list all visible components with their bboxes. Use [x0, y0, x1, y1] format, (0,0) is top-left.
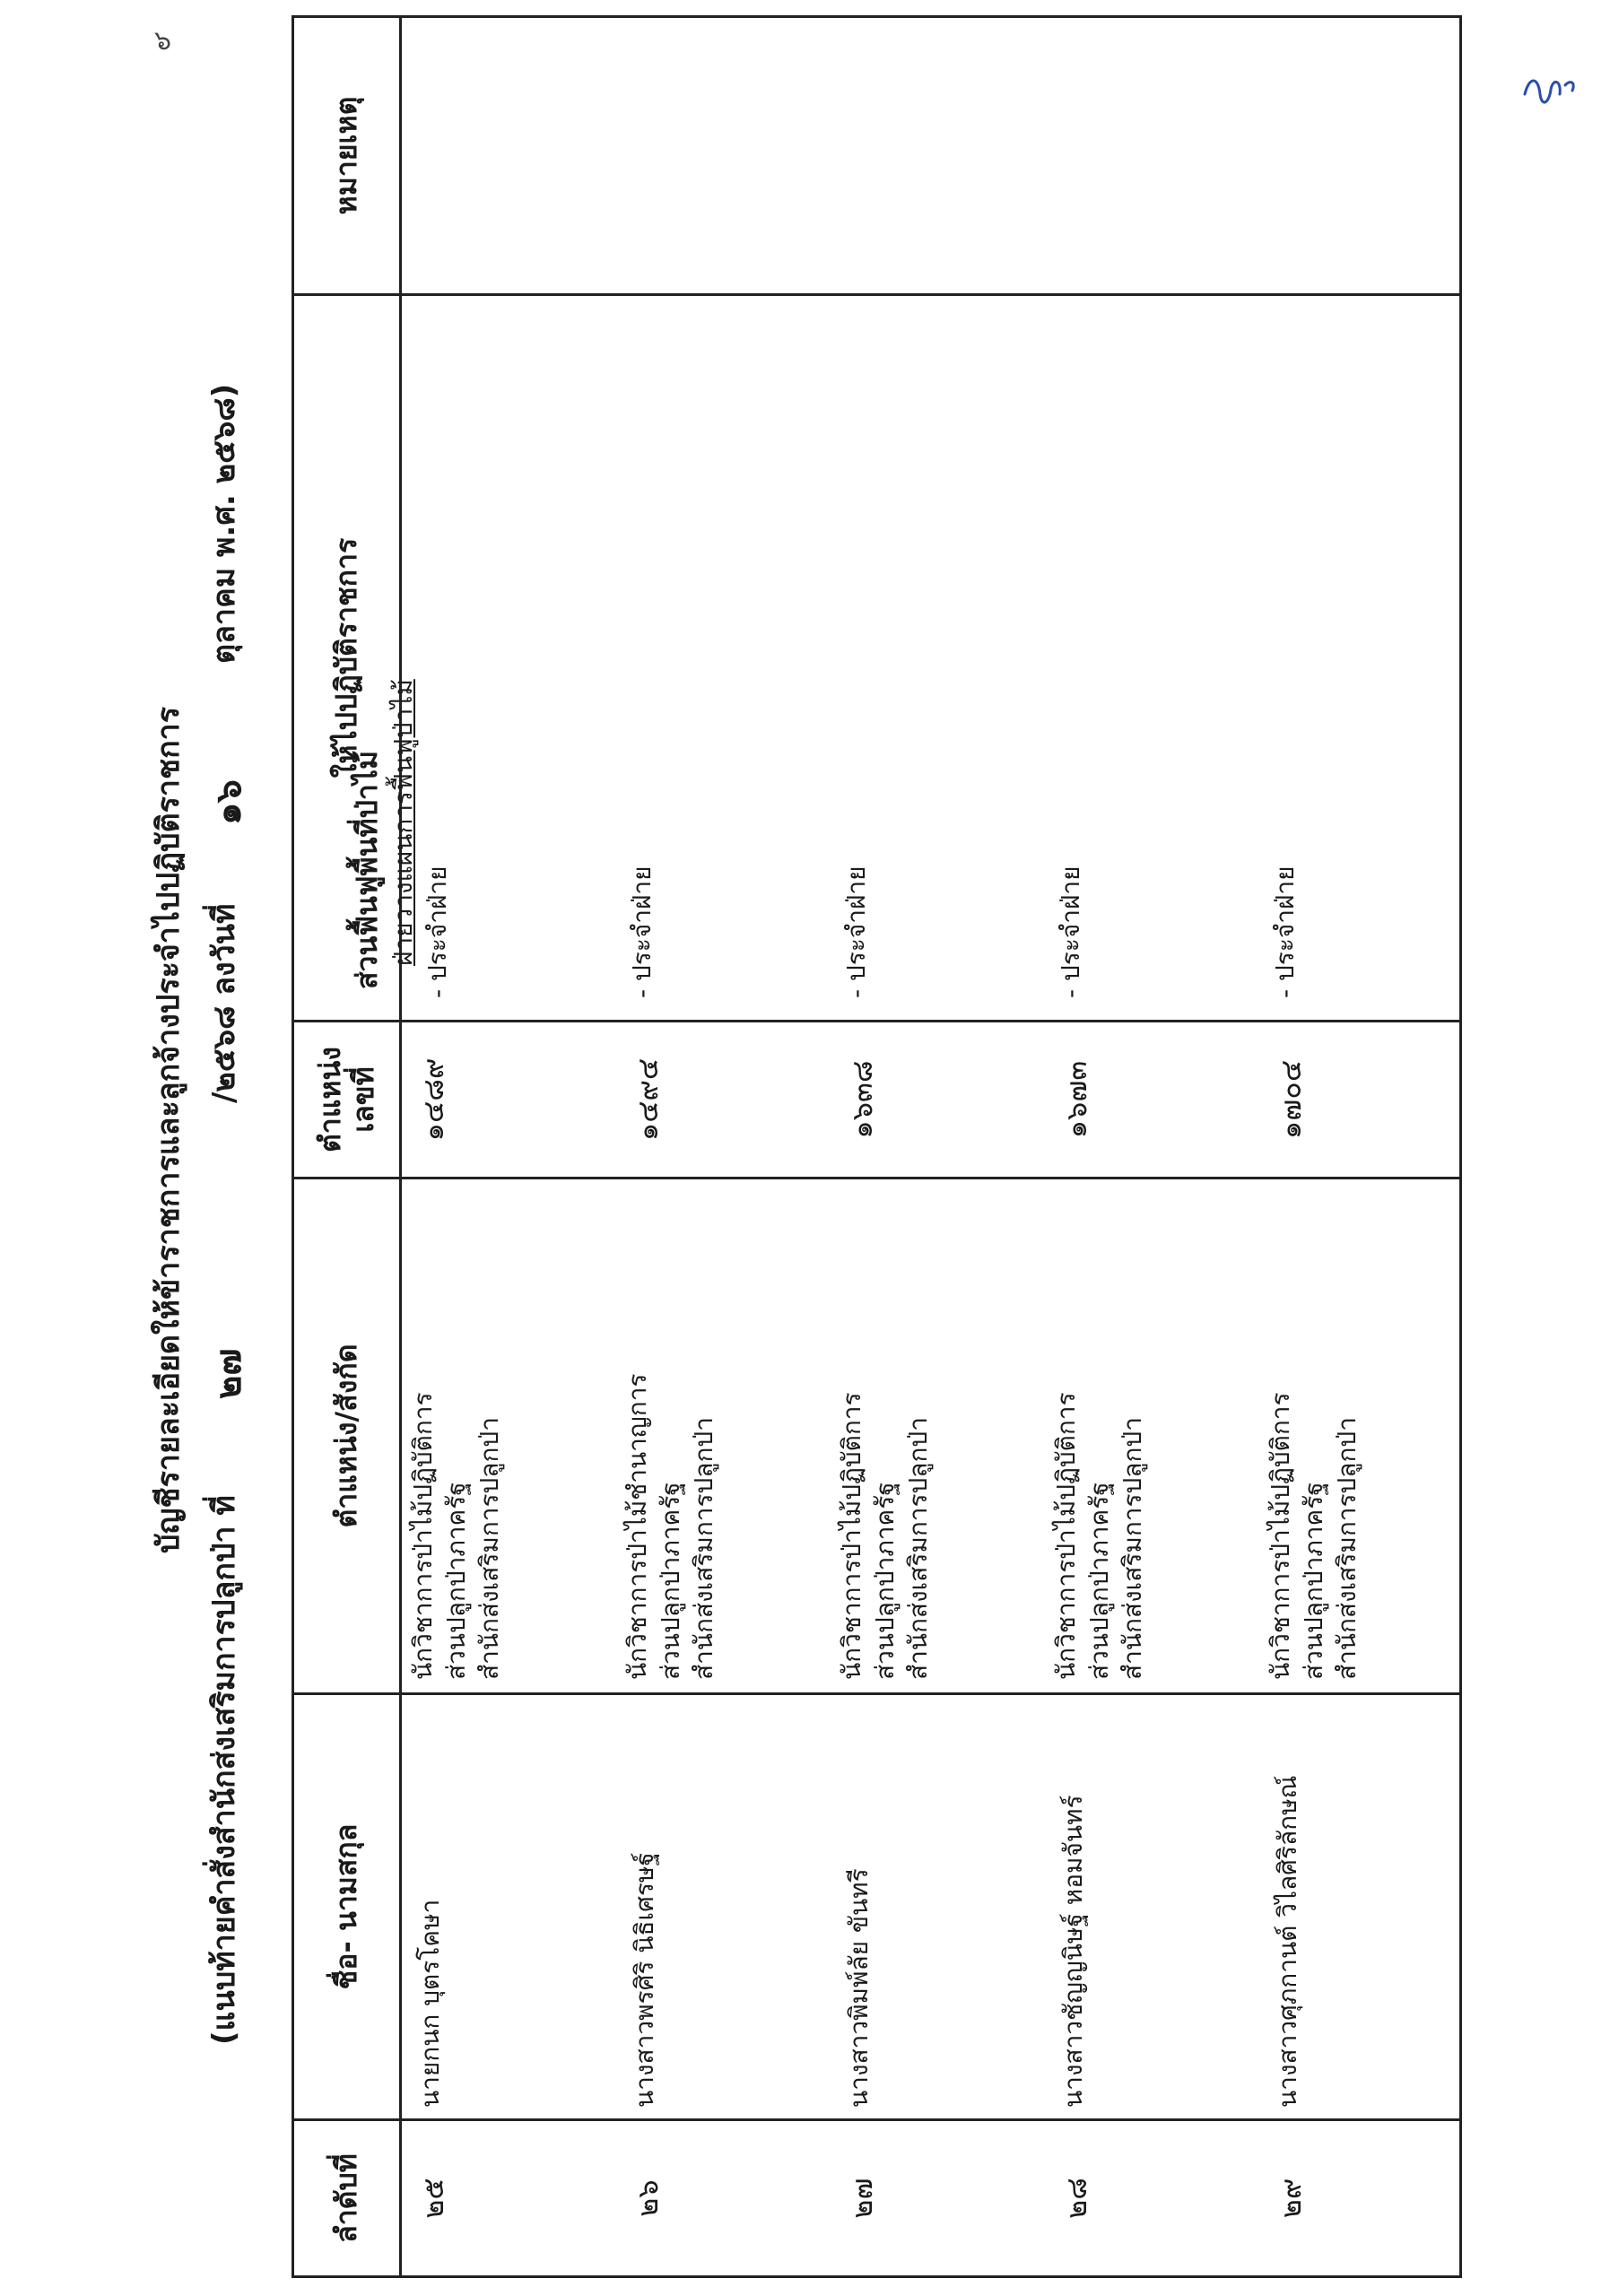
row-assignment: [616, 295, 831, 1022]
position-section: ส่วนปลูกป่าภาครัฐ: [655, 1482, 685, 1680]
table-row: [401, 17, 617, 2277]
assignment-table: [292, 15, 1462, 2278]
order-number: ๒๗: [208, 1348, 249, 1399]
division-subunit: ฝ่ายวางแผนการฟื้นฟูป่าไม้: [388, 679, 419, 966]
position-section: ส่วนปลูกป่าภาครัฐ: [440, 1482, 471, 1680]
position-section: ส่วนปลูกป่าภาครัฐ: [1298, 1482, 1328, 1680]
position-title: นักวิชาการป่าไม้ปฏิบัติการ: [1266, 1392, 1295, 1680]
order-year-text: /๒๕๖๘ ลงวันที่: [206, 903, 242, 1103]
position-office: สำนักส่งเสริมการปลูกป่า: [902, 1417, 933, 1680]
table-row: [1045, 17, 1259, 2277]
row-remark: [1259, 17, 1461, 295]
row-position: [1045, 1178, 1259, 1694]
row-assignment: [350, 295, 617, 1022]
row-assignment: [1045, 295, 1259, 1022]
position-section: ส่วนปลูกป่าภาครัฐ: [869, 1482, 900, 1680]
header-position: ตำแหน่ง/สังกัด: [293, 1178, 401, 1694]
row-position: [401, 1178, 617, 1694]
header-position-no: ตำแหน่ง เลขที่: [293, 1022, 401, 1178]
row-name: นางสาวพรศิริ นิธิเศรษฐ์: [616, 1694, 831, 2120]
table-row: [616, 17, 831, 2277]
position-office: สำนักส่งเสริมการปลูกป่า: [474, 1417, 504, 1680]
assignment-text: - ประจำฝ่าย: [1056, 865, 1085, 998]
handwritten-initials: [1520, 67, 1583, 112]
header-assignment: ให้ไปปฏิบัติราชการ: [293, 295, 401, 1022]
row-name: นางสาวชัญญนิษฐ์ หอมจันทร์: [1045, 1694, 1259, 2120]
row-position: [831, 1178, 1045, 1694]
row-name: นางสาวศุภกานต์ วิไลศิริลักษณ์: [1259, 1694, 1461, 2120]
document-title: บัญชีรายละเอียดให้ข้าราชการและลูกจ้างประจำไปปฏิบัติราชการ: [151, 706, 187, 1554]
row-position-no: ๑๗๐๔: [1259, 1022, 1461, 1178]
row-remark: [831, 17, 1045, 295]
position-title: นักวิชาการป่าไม้ปฏิบัติการ: [408, 1392, 438, 1680]
row-position-no: ๑๖๓๘: [831, 1022, 1045, 1178]
order-month-year: ตุลาคม พ.ศ. ๒๕๖๘): [206, 383, 242, 664]
position-office: สำนักส่งเสริมการปลูกป่า: [688, 1417, 718, 1680]
row-position: [1259, 1178, 1461, 1694]
position-title: นักวิชาการป่าไม้ปฏิบัติการ: [1051, 1392, 1081, 1680]
position-office: สำนักส่งเสริมการปลูกป่า: [1331, 1417, 1362, 1680]
row-position-no: ๑๔๘๙: [401, 1022, 617, 1178]
division-title: ส่วนฟื้นฟูพื้นที่ป่าไม้: [350, 750, 384, 989]
row-name: นางสาวพิมพ์ลัย ขันทรี: [831, 1694, 1045, 2120]
table-row: [831, 17, 1045, 2277]
row-position-no: ๑๔๙๔: [616, 1022, 831, 1178]
row-assignment: [1259, 295, 1461, 1022]
order-day: ๑๖: [208, 779, 249, 825]
row-no: ๒๘: [1045, 2120, 1259, 2277]
row-remark: [401, 17, 617, 295]
position-office: สำนักส่งเสริมการปลูกป่า: [1117, 1417, 1147, 1680]
assignment-text: - ประจำฝ่าย: [841, 865, 871, 998]
row-position: [616, 1178, 831, 1694]
assignment-text: - ประจำฝ่าย: [627, 865, 657, 998]
page-number: ๖: [154, 25, 172, 57]
position-section: ส่วนปลูกป่าภาครัฐ: [1083, 1482, 1114, 1680]
row-assignment: [831, 295, 1045, 1022]
position-title: นักวิชาการป่าไม้ปฏิบัติการ: [837, 1392, 866, 1680]
header-remark: หมายเหตุ: [293, 17, 401, 295]
row-remark: [616, 17, 831, 295]
row-position-no: ๑๖๗๓: [1045, 1022, 1259, 1178]
row-no: ๒๖: [616, 2120, 831, 2277]
position-title: นักวิชาการป่าไม้ชำนาญการ: [622, 1373, 652, 1680]
assignment-text: - ประจำฝ่าย: [422, 865, 452, 998]
row-no: ๒๗: [831, 2120, 1045, 2277]
header-name: ชื่อ- นามสกุล: [293, 1694, 401, 2120]
table-row: [1259, 17, 1461, 2277]
row-no: ๒๕: [401, 2120, 617, 2277]
order-reference-text: (แนบท้ายคำสั่งสำนักส่งเสริมการปลูกป่า ที่: [206, 1495, 242, 2045]
header-no: ลำดับที่: [293, 2120, 401, 2277]
row-remark: [1045, 17, 1259, 295]
row-no: ๒๙: [1259, 2120, 1461, 2277]
assignment-text: - ประจำฝ่าย: [1270, 865, 1300, 998]
row-name: นายกนก บุตรโคษา: [401, 1694, 617, 2120]
